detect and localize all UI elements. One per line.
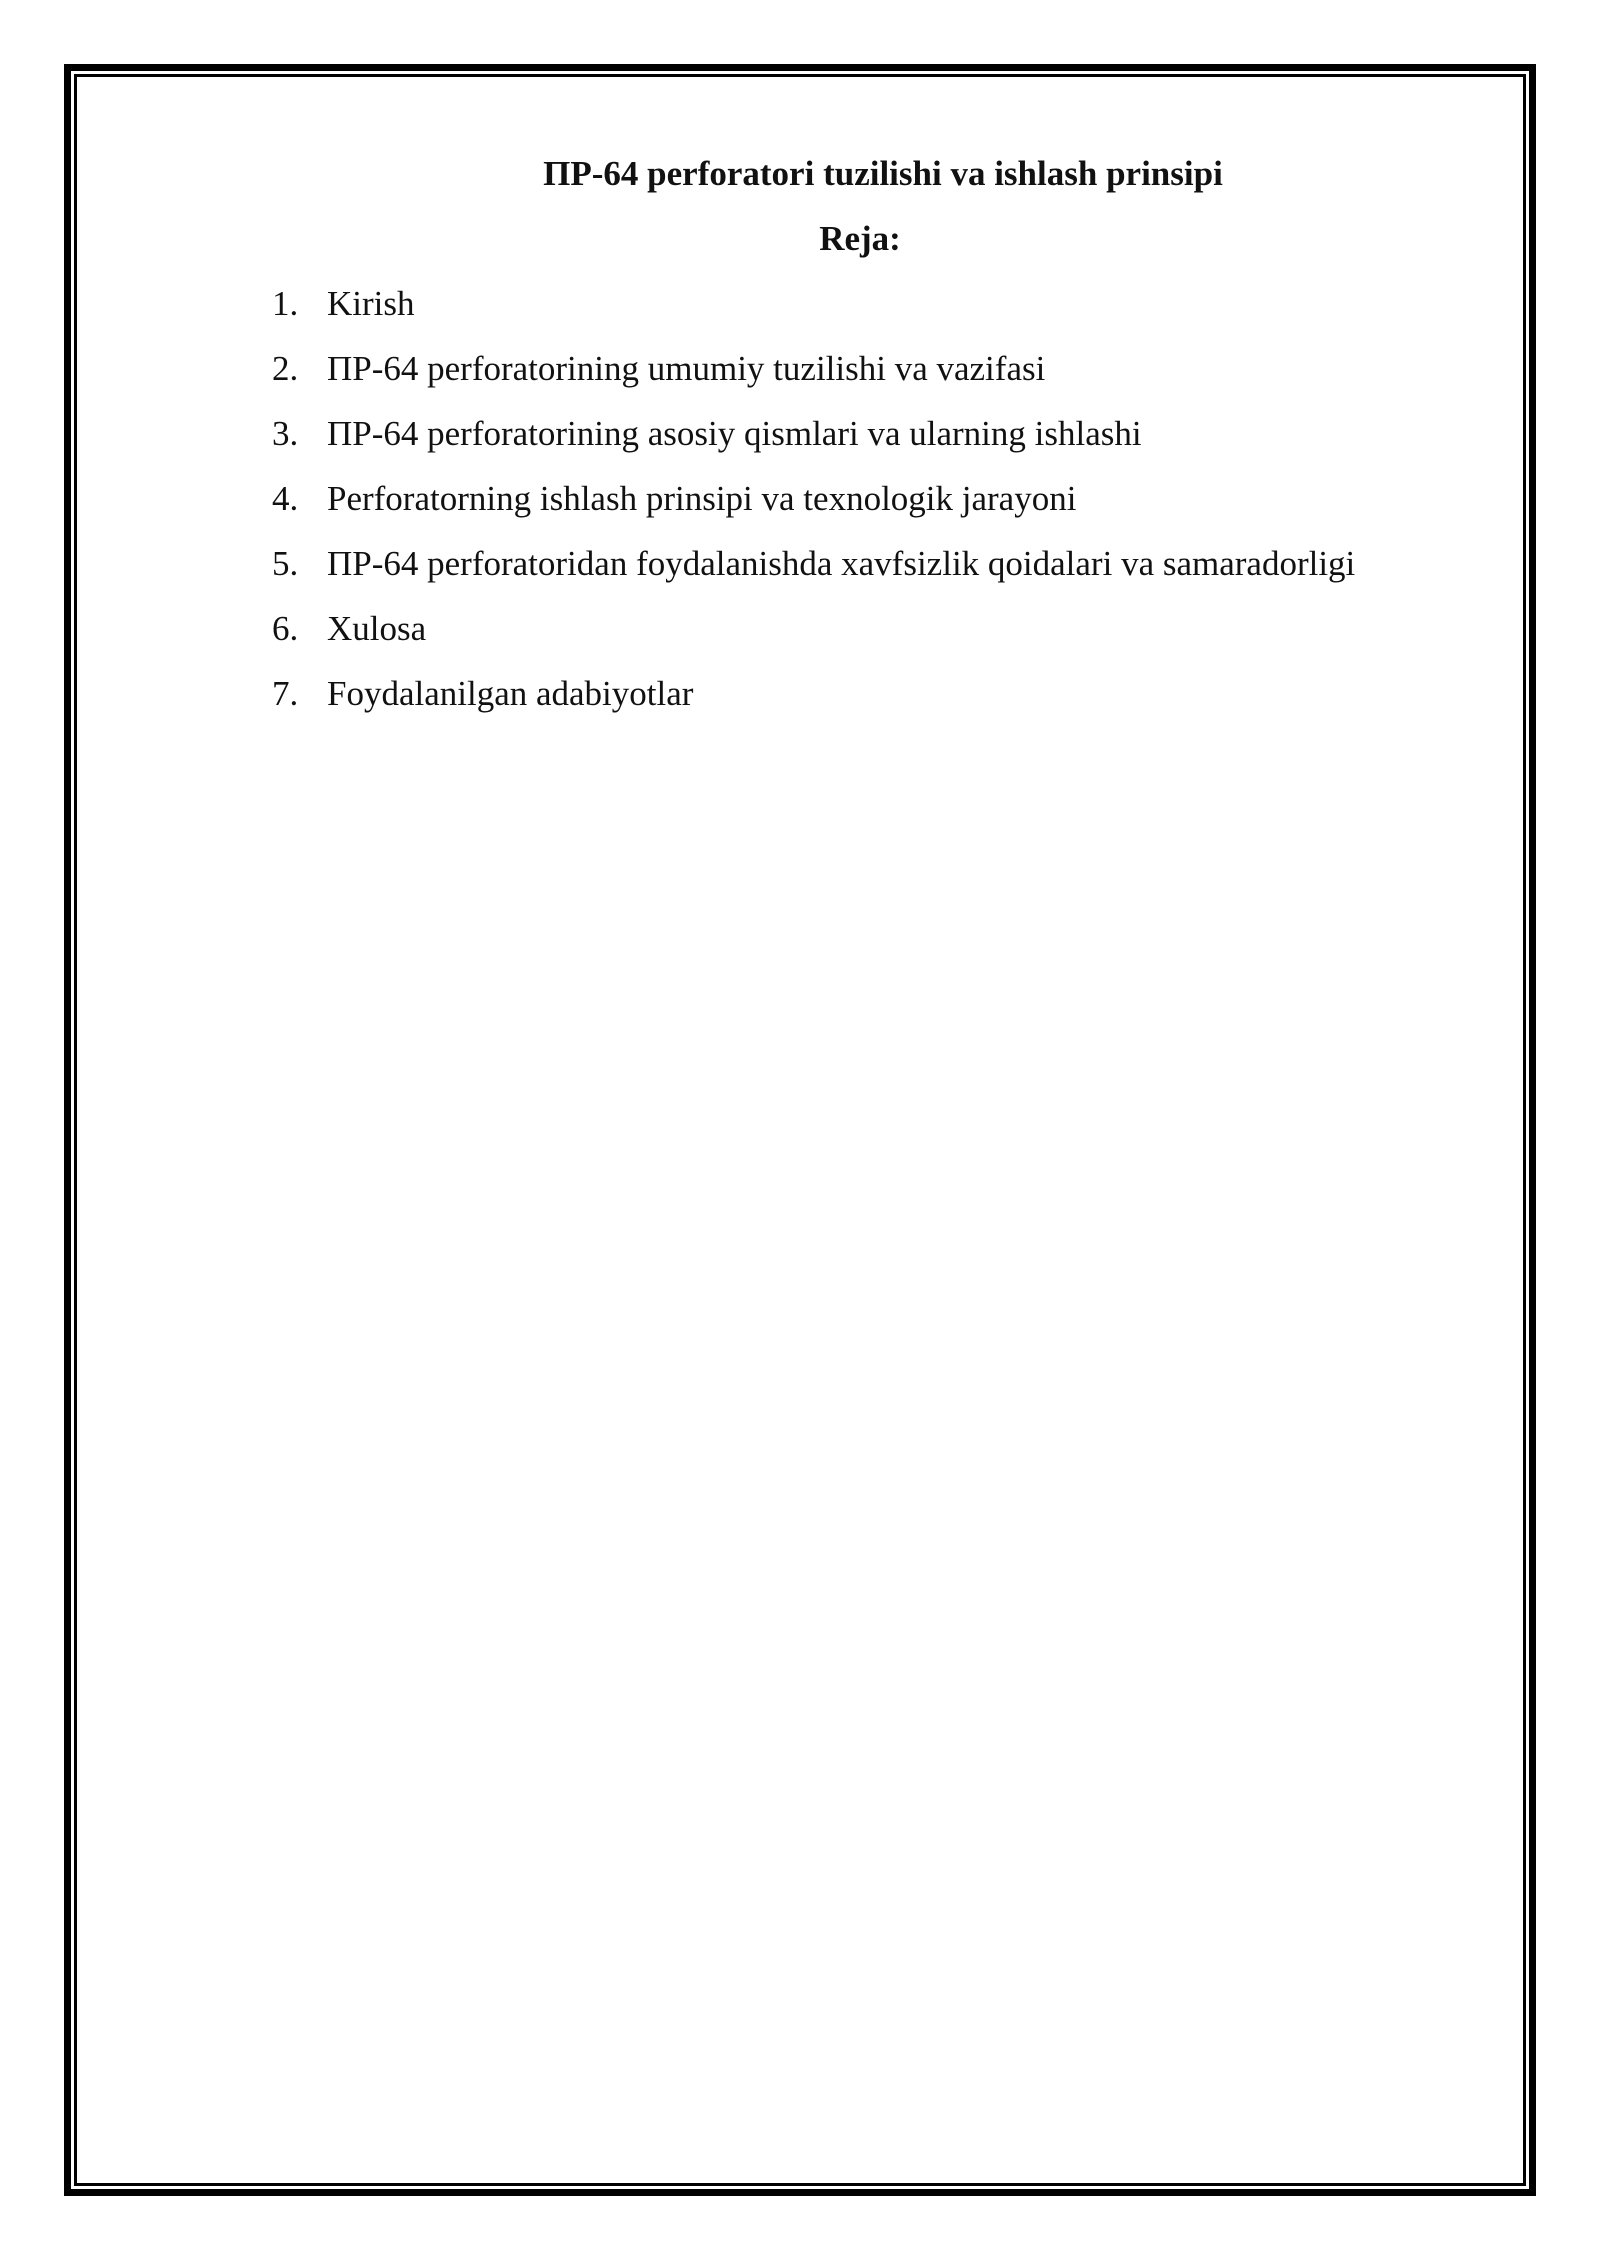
- plan-item-text: ПР-64 perforatoridan foydalanishda xavfsizlik qoidalari va samaradorligi: [327, 544, 1356, 583]
- plan-item-text: ПР-64 perforatorining umumiy tuzilishi va vazifasi: [327, 349, 1046, 388]
- plan-item-text: Kirish: [327, 284, 415, 323]
- plan-heading: Reja:: [819, 219, 901, 258]
- plan-item-number: 6.: [272, 609, 299, 648]
- plan-item-number: 5.: [272, 544, 299, 583]
- plan-item: [272, 607, 1355, 672]
- plan-item: [272, 542, 1355, 607]
- plan-item-text: Perforatorning ishlash prinsipi va texnologik jarayoni: [327, 479, 1077, 518]
- plan-item-number: 2.: [272, 349, 299, 388]
- plan-item-text: Xulosa: [327, 609, 427, 648]
- plan-list: [272, 282, 1355, 737]
- plan-item: [272, 672, 1355, 737]
- plan-item-number: 4.: [272, 479, 299, 518]
- plan-item: [272, 282, 1355, 347]
- plan-item-number: 3.: [272, 414, 299, 453]
- plan-item-number: 7.: [272, 674, 299, 713]
- plan-item: [272, 412, 1355, 477]
- document-title: ПР-64 perforatori tuzilishi va ishlash prinsipi: [543, 154, 1223, 193]
- plan-item-text: ПР-64 perforatorining asosiy qismlari va ularning ishlashi: [327, 414, 1142, 453]
- plan-item-text: Foydalanilgan adabiyotlar: [327, 674, 694, 713]
- plan-item: [272, 347, 1355, 412]
- plan-item-number: 1.: [272, 284, 299, 323]
- plan-item: [272, 477, 1355, 542]
